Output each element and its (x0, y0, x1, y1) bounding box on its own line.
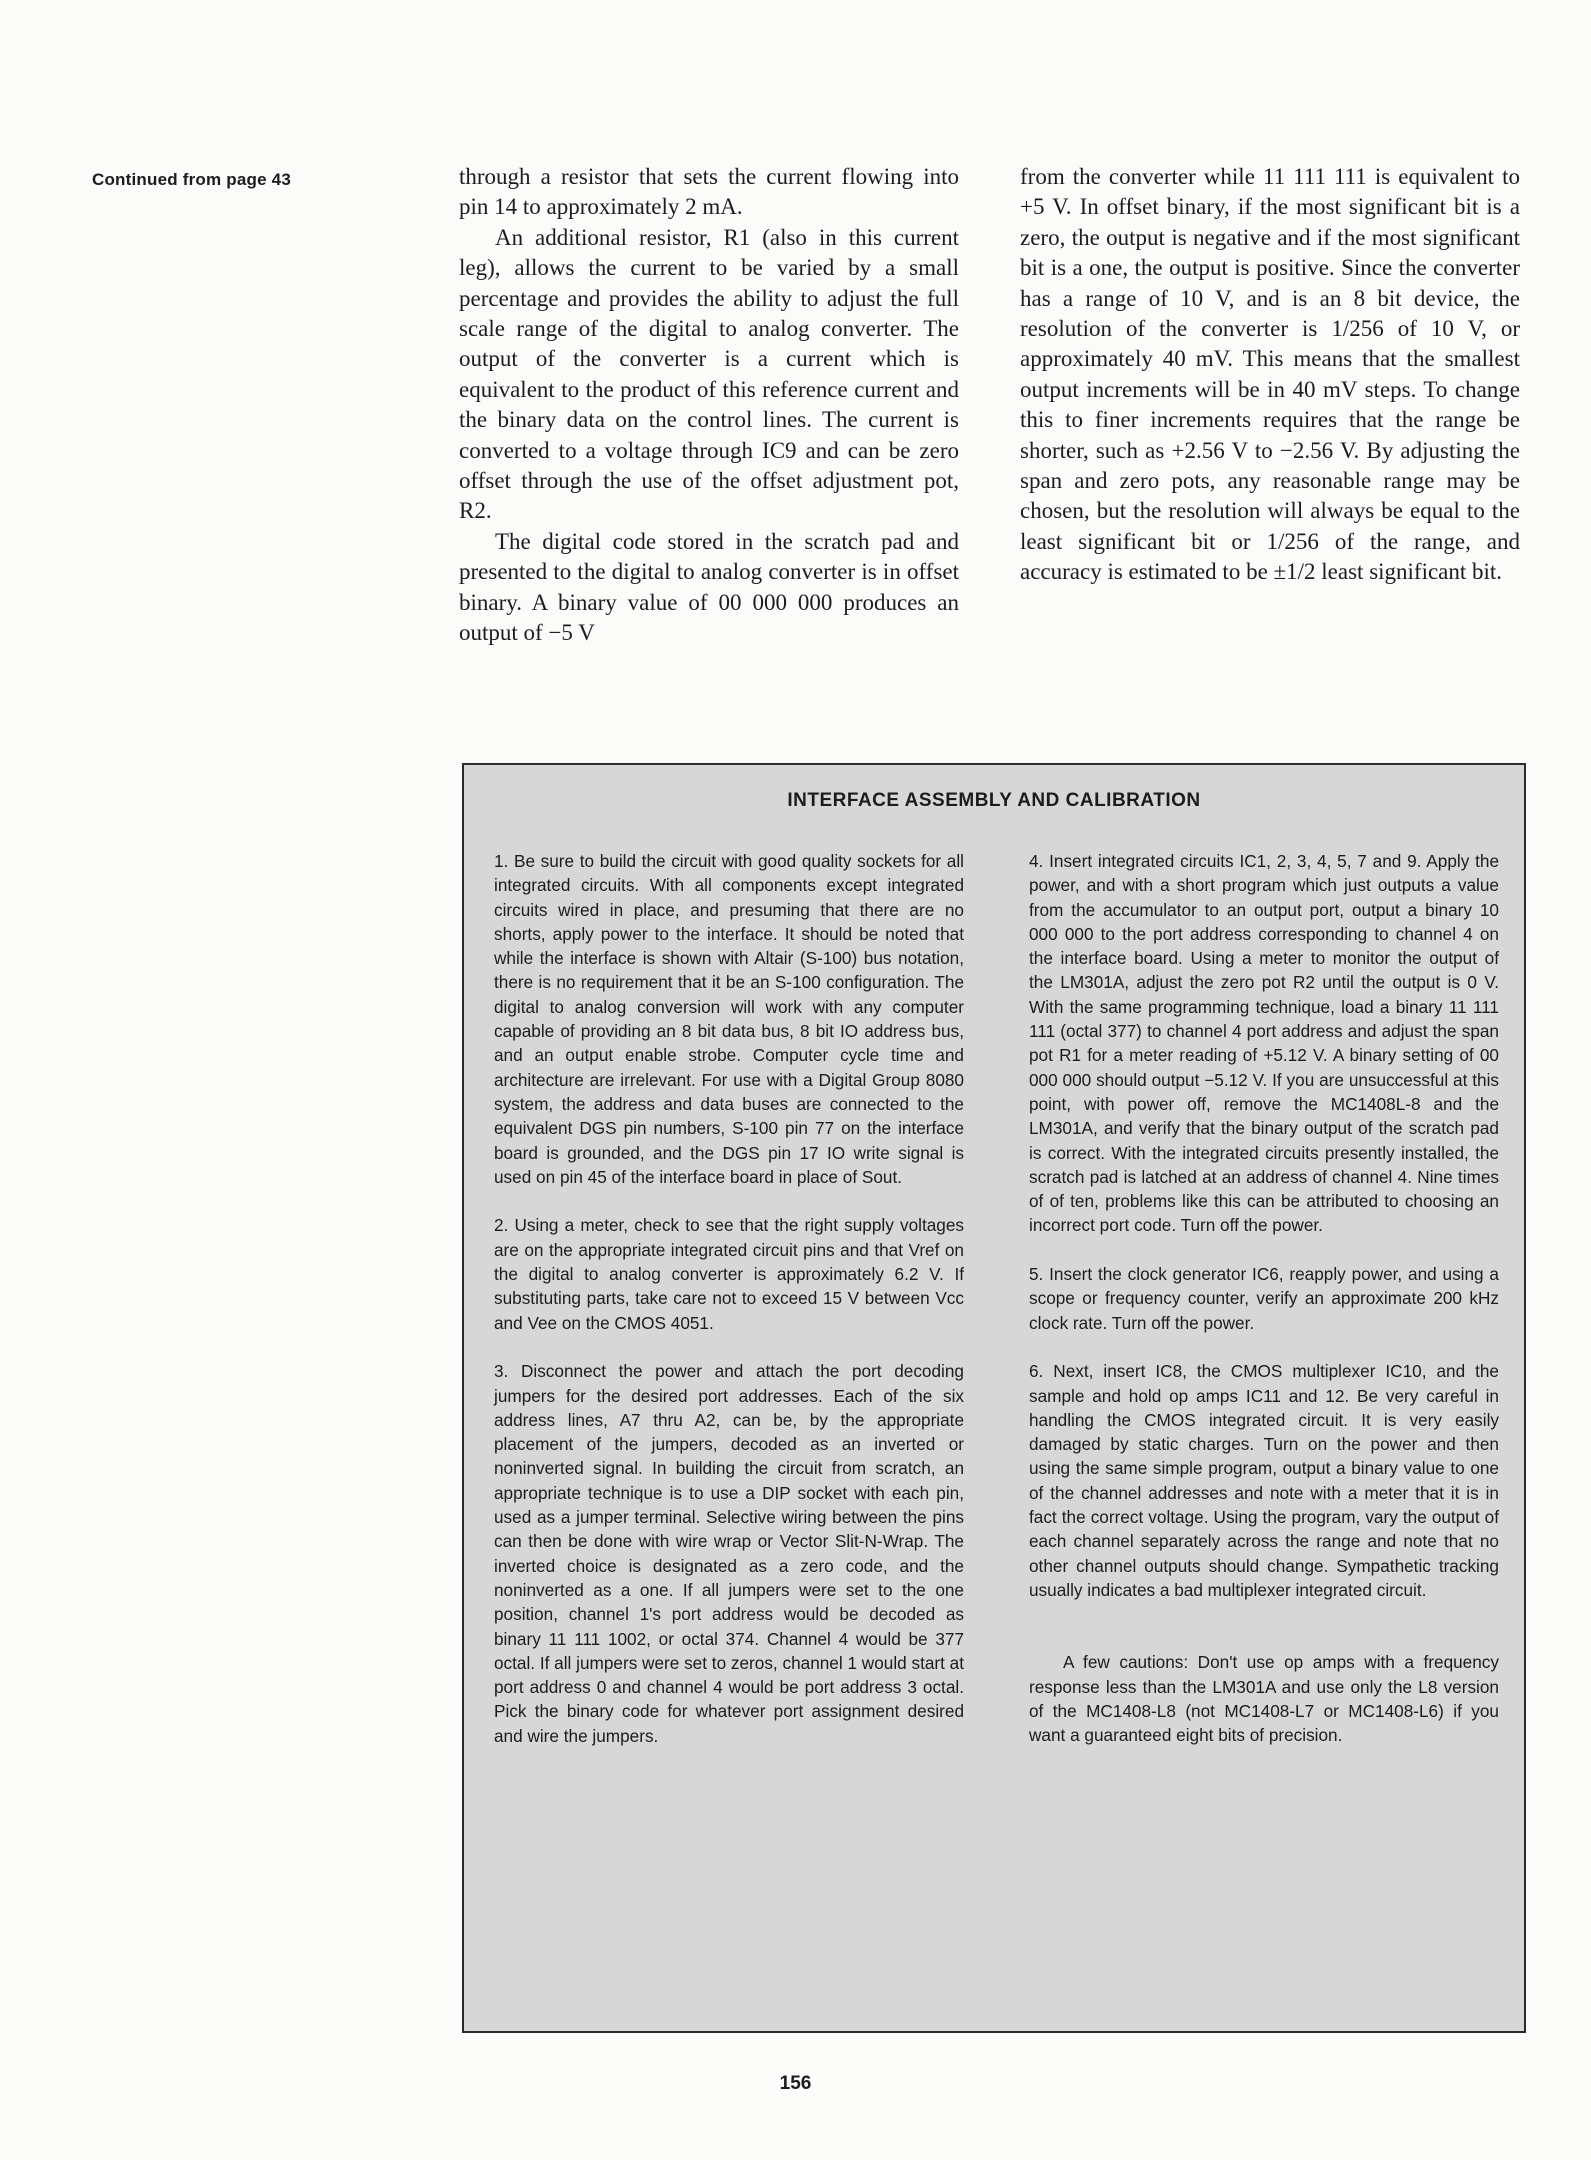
instruction-step: 4. Insert integrated circuits IC1, 2, 3, 4, 5, 7 and 9. Apply the power, and with a short program which just outputs a value from the accumulator to an output port, output a binary 10 000 000 to the port address corresponding to channel 4 on the interface board. Using a meter to monitor the output of the LM301A, adjust the zero pot R2 until the output is 0 V. With the same programming technique, load a binary 11 111 111 (octal 377) to channel 4 port address and adjust the span pot R1 for a meter reading of +5.12 V. A binary setting of 00 000 000 should output −5.12 V. If you are unsuccessful at this point, with power off, remove the MC1408L-8 and the LM301A, and verify that the binary output of the scratch pad is correct. With the integrated circuits presently installed, the scratch pad is latched at an address of channel 4. Nine times of of ten, problems like this can be attributed to choosing an incorrect port code. Turn off the power. (1029, 851, 1499, 1236)
article-paragraph: An additional resistor, R1 (also in this current leg), allows the current to be varied by a small percentage and provides the ability to adjust the full scale range of the digital to analog converter. The output of the converter is a current which is equivalent to the product of this reference current and the binary data on the control lines. The current is converted to a voltage through IC9 and can be zero offset through the use of the offset adjustment pot, R2. (459, 224, 959, 524)
cautions-paragraph: A few cautions: Don't use op amps with a frequency response less than the LM301A and use only the L8 version of the MC1408-L8 (not MC1408-L7 or MC1408-L6) if you want a guaranteed eight bits of precision. (1029, 1652, 1499, 1746)
instruction-step: 2. Using a meter, check to see that the right supply voltages are on the appropriate integrated circuit pins and that Vref on the digital to analog converter is approximately 6.2 V. If substituting parts, take care not to exceed 15 V between Vcc and Vee on the CMOS 4051. (494, 1215, 964, 1333)
page-number: 156 (779, 2073, 812, 2094)
instruction-step: 3. Disconnect the power and attach the port decoding jumpers for the desired port addresses. Each of the six address lines, A7 thru A2, can be, by the appropriate placement of the jumpers, decoded as an inverted or noninverted signal. In building the circuit from scratch, an appropriate technique is to use a DIP socket with each pin, used as a jumper terminal. Selective wiring between the pins can then be done with wire wrap or Vector Slit-N-Wrap. The inverted choice is designated as a zero code, and the noninverted as a one. If all jumpers were set to the one position, channel 1's port address would be decoded as binary 11 111 1002, or octal 374. Channel 4 would be 377 octal. If all jumpers were set to zeros, channel 1 would start at port address 0 and channel 4 would be port address 3 octal. Pick the binary code for whatever port assignment desired and wire the jumpers. (494, 1361, 965, 1746)
article-paragraph: The digital code stored in the scratch pad and presented to the digital to analog converter is in offset binary. A binary value of 00 000 000 produces an output of −5 V (459, 528, 959, 646)
instruction-step: 5. Insert the clock generator IC6, reapply power, and using a scope or frequency counter, verify an approximate 200 kHz clock rate. Turn off the power. (1029, 1264, 1499, 1333)
article-column-right (1020, 162, 1520, 588)
continued-from-label: Continued from page 43 (92, 170, 291, 189)
sidebar-box (462, 763, 1526, 2033)
sidebar-box-title: INTERFACE ASSEMBLY AND CALIBRATION (787, 790, 1201, 811)
instruction-step: 1. Be sure to build the circuit with good quality sockets for all integrated circuits. With all components except integrated circuits wired in place, and presuming that there are no shorts, apply power to the interface. It should be noted that while the interface is shown with Altair (S-100) bus notation, there is no requirement that it be an S-100 configuration. The digital to analog conversion will work with any computer capable of providing an 8 bit data bus, 8 bit IO address bus, and an output enable strobe. Computer cycle time and architecture are irrelevant. For use with a Digital Group 8080 system, the address and data buses are connected to the equivalent DGS pin numbers, S-100 pin 77 on the interface board is grounded, and the DGS pin 17 IO write signal is used on pin 45 of the interface board in place of Sout. (494, 851, 964, 1187)
article-column-left (459, 162, 959, 649)
article-paragraph: through a resistor that sets the current flowing into pin 14 to approximately 2 mA. (459, 164, 959, 220)
sidebar-column-left (494, 849, 964, 1748)
article-paragraph: from the converter while 11 111 111 is equivalent to +5 V. In offset binary, if the most significant bit is a zero, the output is negative and if the most significant bit is a one, the output is positive. Since the converter has a range of 10 V, and is an 8 bit device, the resolution of the converter is 1/256 of 10 V, or approximately 40 mV. This means that the smallest output increments will be in 40 mV steps. To change this to finer increments requires that the range be shorter, such as +2.56 V to −2.56 V. By adjusting the span and zero pots, any reasonable range may be chosen, but the resolution will always be equal to the least significant bit or 1/256 of the range, and accuracy is estimated to be ±1/2 least significant bit. (1020, 164, 1520, 585)
sidebar-column-right (1029, 849, 1499, 1747)
instruction-step: 6. Next, insert IC8, the CMOS multiplexer IC10, and the sample and hold op amps IC11 and 12. Be very careful in handling the CMOS integrated circuit. It is very easily damaged by static charges. Turn on the power and then using the same simple program, output a binary value to one of the channel addresses and note with a meter that it is in fact the correct voltage. Using the program, vary the output of each channel separately across the range and note that no other channel outputs should change. Sympathetic tracking usually indicates a bad multiplexer integrated circuit. (1029, 1361, 1499, 1600)
